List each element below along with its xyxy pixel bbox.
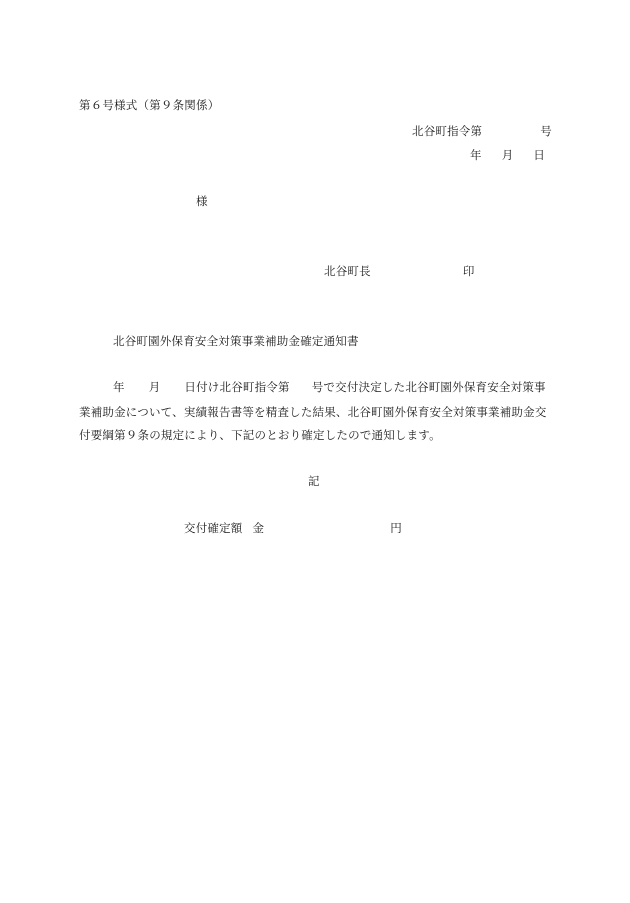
amount-label: 交付確定額 <box>184 521 243 535</box>
confirmed-amount <box>184 521 402 535</box>
body-line-1-rest: 号で交付決定した北谷町園外保育安全対策事 <box>311 380 546 394</box>
document-date <box>470 148 545 162</box>
document-number-suffix: 号 <box>540 124 552 138</box>
addressee-honorific: 様 <box>196 194 208 208</box>
document-number <box>412 124 552 138</box>
document-title: 北谷町園外保育安全対策事業補助金確定通知書 <box>113 334 359 348</box>
body-dated: 日付け北谷町指令第 <box>184 380 290 394</box>
body-month: 月 <box>148 380 161 394</box>
date-month: 月 <box>501 148 514 162</box>
amount-unit: 円 <box>390 521 402 535</box>
body-year: 年 <box>113 380 125 394</box>
body-line-2: 業補助金について、実績報告書等を精査した結果、北谷町園外保育安全対策事業補助金交 <box>79 405 547 419</box>
date-day: 日 <box>533 148 546 162</box>
issuer-seal: 印 <box>462 264 475 278</box>
document-number-prefix: 北谷町指令第 <box>412 124 483 138</box>
issuer-title: 北谷町長 <box>324 264 371 278</box>
ki-heading: 記 <box>308 474 320 488</box>
date-year: 年 <box>470 148 482 162</box>
body-line-1 <box>113 380 546 394</box>
body-line-3: 付要綱第９条の規定により、下記のとおり確定したので通知します。 <box>79 428 441 442</box>
form-label: 第６号様式（第９条関係） <box>79 98 220 112</box>
issuer <box>324 264 475 278</box>
amount-prefix: 金 <box>252 521 265 535</box>
